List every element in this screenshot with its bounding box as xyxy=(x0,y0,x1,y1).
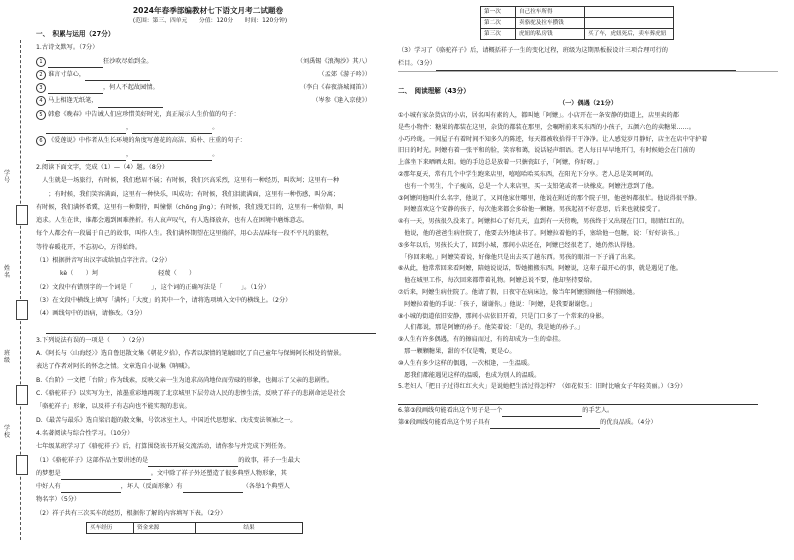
q2-passage-2: ；有时候，我们笑容满面，这里有一种快乐，叫成功；有时候，我们泪流满面，这里有一种伤感，叫分离； xyxy=(36,190,340,198)
exam-info: (范围：第三、四单元 分值：120分 时间：120分钟) xyxy=(132,18,288,24)
question-2: 2.阅读下面文字，完成（1）—（4）题。（8分） xyxy=(36,163,169,171)
section-1-title: 一、 积累与运用（27分） xyxy=(36,30,115,38)
answer-blank[interactable] xyxy=(183,484,243,493)
right-column xyxy=(398,6,778,429)
question-6-line-2: 第⑧段画线句能看出这个男子具有 的优良品质。（4分） xyxy=(398,417,778,429)
answer-blank[interactable] xyxy=(436,62,736,71)
reading-1-title: （一）偶遇（21分） xyxy=(558,100,618,108)
table-row: 第二次 卖骆驼及拉车攒钱 xyxy=(481,18,674,29)
q4-sub-3: （3）学习了《骆驼祥子》后，请概括祥子一生的变化过程，班级为这期黑板报设计三项合理可行的 xyxy=(398,47,668,54)
passage-line: 上落坐下来晒晒太阳。她的手边总是放着一只搪瓷缸子，「阿嬷，你好呀。」 xyxy=(398,159,603,167)
question-5: 5.老妇人「把日子过得红红火火」是说她把生活过得怎样？（如花似玉：旧时比喻女子年轻美丽。）（3分） xyxy=(398,383,687,391)
passage-line: ⑩人生有多少这样的偶遇，一次相逢，一生温暖。 xyxy=(398,359,534,367)
passage-line: 旧日的时光。阿嬷有着一张平和的脸，笑容和蔼，说话轻声细语。老人每日早早地开门，有时候她会在门前的 xyxy=(398,147,695,155)
q1-item-6: 6 《爱莲说》中作者从生长环境的角度写莲花的高洁、质朴、庄重的句子： xyxy=(36,134,391,147)
passage-line: 也有一个男生，个子瘦高，总是一个人来店里，买一支铅笔或者一块橡皮。阿嬷注意到了他。 xyxy=(398,182,658,190)
question-1: 1.古诗文默写。（7分） xyxy=(36,44,99,52)
q4-sub-1-line-3: 中好人有 ，坏人（反面形象）有 （各举1个典型人 xyxy=(36,480,391,493)
purchase-table-body xyxy=(480,6,674,40)
q5-blank xyxy=(398,393,778,405)
table-row: 第三次 虎妞的私房钱 买了车，虎妞死后，卖车葬虎妞 xyxy=(481,29,674,40)
answer-blank[interactable] xyxy=(132,125,212,134)
name-box[interactable] xyxy=(16,300,28,320)
passage-line: ①小城有家杂货店的小店，居名叫有素的人，都叫她「阿嬷」。小店开在一条安静的街道上，店里卖的都 xyxy=(398,111,679,119)
class-label: 班级 xyxy=(3,350,10,365)
q4-intro: 七年级某班学习了《骆驼祥子》后，打算围绕该书开展交流活动，请你参与并完成下列任务。 xyxy=(36,443,290,451)
student-id-box[interactable] xyxy=(16,205,28,225)
q2-sub-4-blank xyxy=(36,321,391,334)
question-4: 4.名著阅读与综合性学习。（10分） xyxy=(36,429,134,437)
source-note: （岑参《逢入京使》） xyxy=(312,97,371,105)
q1-item-4: 4 马上相逢无纸笔， （岑参《逢入京使》） xyxy=(36,94,391,107)
q1-item-3: 3 ，何人不起故园情。 （李白《春夜洛城闻笛》） xyxy=(36,81,391,94)
passage-line: ⑤多年以后，男孩长大了，回到小城，那间小店还在，阿嬷已经很老了，她仍然认得他。 xyxy=(398,241,639,249)
q2-sub-1-answers: kè（ ）坷 轻蔑（ ） xyxy=(60,270,196,278)
q1-item-5-blank: ， 。 xyxy=(36,121,391,134)
source-note: （刘禹锡《浪淘沙》其八） xyxy=(296,57,371,65)
question-3: 3.下列说法有误的一项是（ ）（2分） xyxy=(36,336,148,344)
q2-passage-3: 有时候，我们满怀希冀，这里有一种期待，叫憧憬（chōng jǐng）；有时候，我们漫无目的，这里有一种信仰，叫 xyxy=(36,203,344,211)
item-number-icon: 2 xyxy=(36,70,46,80)
answer-blank[interactable] xyxy=(61,471,151,480)
q2-sub-3: （3）在文段中横线上填写「满怀」「大度」的其中一个，请将选项填入文中的横线上。（2分） xyxy=(36,296,292,304)
item-number-icon: 4 xyxy=(36,96,46,106)
passage-line: 小巧玲珑。一间屋子有着时间不知多久的陈迹，每天都被收拾得干干净净。让人感觉岁月静好，店主在店中守护着 xyxy=(398,135,708,143)
q1-item-5: 5 韩愈《晚春》中告诫人们应珍惜美好时光，真正展示人生价值的句子： xyxy=(36,108,391,121)
class-box[interactable] xyxy=(16,385,28,405)
q2-sub-4: （4）画线句中的语病，请修改。（3分） xyxy=(36,310,146,318)
q3-option-b[interactable]: B.《台阶》一文把「台阶」作为线索，反映父亲一生为追求高尚地位而劳碌的形象，也揭示了父亲的悲剧性。 xyxy=(36,376,334,384)
binding-gutter xyxy=(0,0,30,560)
student-id-label: 学号 xyxy=(3,170,10,185)
passage-line: ④有一天，男孩很久没来了。阿嬷担心了好几天，直到有一天傍晚，男孩终于又出现在门口，眼睛红红的。 xyxy=(398,218,689,226)
passage-line: 人们都说，那是阿嬷的孙子。他笑着说：「是的，我是她的孙子。」 xyxy=(398,324,584,332)
passage-line: ⑨人生有许多偶遇，有的擦肩而过，有的却成为一生的牵挂。 xyxy=(398,336,565,344)
q3-option-d[interactable]: D.《最苦与最乐》选自梁启超的散文集，号饮冰室主人，中国近代思想家、戊戌变法领袖之一。 xyxy=(36,416,297,424)
q3-option-a-cont: 表达了作者对阿长的怀念之情。文章选自小说集《呐喊》。 xyxy=(36,363,194,371)
q2-sub-2: （2）文段中有错别字的一个词是「 」，这个词的正确写法是「 」。（1分） xyxy=(36,283,270,291)
passage-line: ⑧小城的街道依旧安静，那间小店依旧开着，只是门口多了一个常来的身影。 xyxy=(398,312,608,320)
answer-blank[interactable] xyxy=(46,125,126,134)
question-6-line-1: 6.第③段画线句能看出这个男子是一个 的手艺人。 xyxy=(398,405,778,417)
q1-item-2: 2 谁言寸草心， （孟郊《游子吟》） xyxy=(36,68,391,81)
source-note: （李白《春夜洛城闻笛》） xyxy=(299,84,371,92)
q4-sub-2: （2）祥子共有三次买车的经历，根据你了解的内容填写下表。（2分） xyxy=(36,509,227,517)
item-number-icon: 3 xyxy=(36,83,46,93)
passage-line: 阿嬷拉着他的手说：「孩子，谢谢你。」他说：「阿嬷，是我要谢谢您。」 xyxy=(398,300,596,308)
item-number-icon: 6 xyxy=(36,136,46,146)
passage-line: ②那年夏天，常有几个中学生跑来店里，嘻嘻哈哈买东西，在阳光下分享。老人总是笑呵呵的。 xyxy=(398,170,658,178)
table-header-cell: 买车经历 xyxy=(87,522,134,533)
q4-sub-1-line-4: 物名字）（5分） xyxy=(36,496,81,504)
school-label: 学校 xyxy=(3,425,10,440)
table-header-cell: 结果 xyxy=(196,522,303,533)
q3-option-c[interactable]: C.《骆驼祥子》以实写为主，浓墨重彩地再现了北京城里下层劳动人民的悲惨生活，反映了祥子的悲剧命运是社会 xyxy=(36,390,346,398)
q2-sub-1: （1）根据拼音写出汉字或给加点字注音。（2分） xyxy=(36,257,171,265)
source-note: （孟郊《游子吟》） xyxy=(318,70,371,78)
answer-blank[interactable] xyxy=(46,325,376,334)
q2-passage-6: 等待春暖花开，不忘初心，方得始终。 xyxy=(36,243,142,251)
answer-blank[interactable] xyxy=(46,152,126,161)
q2-passage-4: 追求。人生在世，谁都会遇到困难挫折。有人哀声叹气，有人选择放弃，也有人在困境中磨炼意志。 xyxy=(36,217,309,225)
answer-blank[interactable] xyxy=(398,396,758,405)
q2-passage-1: 人生就是一场旅行，有时候，我们愁眉不展；有时候，我们兴高采烈，这里有一种经历，叫坎坷；这里有一种 xyxy=(36,177,340,185)
table-row: 第一次 自己拉车所得 xyxy=(481,7,674,18)
answer-blank[interactable] xyxy=(148,458,238,467)
passage-line: 阿嬷喜欢这个安静的孩子，每次他来都会多给他一颗糖。男孩起初不好意思，后来也就接受了。 xyxy=(398,206,665,214)
passage-line: ③阿嬷问他叫什么名字，他说了，又问他家住哪里，他说在附近的那个院子里，他爸妈都很忙。他说得很平静。 xyxy=(398,194,701,202)
purchase-table-header xyxy=(86,522,303,534)
q4-sub-1-line-2: 的梦想是 。文中除了祥子外还塑造了很多典型人物形象，其 xyxy=(36,467,391,480)
answer-blank[interactable] xyxy=(48,59,103,68)
passage-line: 「你回来啦。」阿嬷笑着说，好像他只是出去买了趟东西。男孩的眼泪一下子涌了出来。 xyxy=(398,253,640,261)
passage-line: 愿我们都能遇见这样的温暖，也成为别人的温暖。 xyxy=(398,371,541,379)
answer-blank[interactable] xyxy=(98,99,163,108)
passage-line: 他说，他的爸爸生病住院了，他要去外地读书了。阿嬷拉着他的手，塞给他一包糖，说：「好好读书。」 xyxy=(398,229,683,237)
passage-line: 那一颗颗糖果，甜的不仅是嘴，更是心。 xyxy=(398,347,516,355)
answer-blank[interactable] xyxy=(85,72,150,81)
answer-blank[interactable] xyxy=(132,152,212,161)
answer-blank[interactable] xyxy=(502,408,582,417)
passage-line: ⑦后来，阿嬷生病住院了。他请了假，日夜守在病床边，像当年阿嬷照顾他一样照顾她。 xyxy=(398,288,639,296)
school-box[interactable] xyxy=(16,455,28,475)
q4-sub-1-line-1: （1）《骆驼祥子》这部作品主要讲述的是 的故事，祥子一生最大 xyxy=(36,454,391,467)
item-number-icon: 1 xyxy=(36,57,46,67)
item-number-icon: 5 xyxy=(36,110,46,120)
exam-title: 2024年春季部编教材七下语文月考二试题卷 xyxy=(132,6,284,15)
passage-line: 他在城里工作，每次回来都带着礼物。阿嬷总说不要，他却坚持要给。 xyxy=(398,277,596,285)
answer-blank[interactable] xyxy=(490,420,600,429)
passage-line: 是些小物件：糖果的都装在这里，杂货的都装在那里，会嘱咐前来买东西的小孩子，五颜六色的卖糖果……。 xyxy=(398,123,695,131)
q3-option-c-cont: 「骆驼祥子」形象，以及祥子有志向也不能实现的悲哀。 xyxy=(36,403,191,411)
table-header-cell: 资金来源 xyxy=(134,522,196,533)
q2-passage-5: 每个人都会有一段属于自己的故事，叫作人生。我们满怀期望在这里徜徉，用心去品味每一段不平凡的旅程， xyxy=(36,230,333,238)
q1-item-6-blank: ， 。 xyxy=(36,148,391,161)
name-label: 姓名 xyxy=(3,265,10,280)
left-column xyxy=(36,28,391,534)
answer-blank[interactable] xyxy=(48,85,103,94)
answer-blank[interactable] xyxy=(61,484,121,493)
q4-sub-3-blank xyxy=(398,71,778,85)
passage-line: ⑥从此，他常常回来看阿嬷，陪她说说话，帮她搬搬东西。阿嬷说，这辈子最开心的事，就是遇见了他。 xyxy=(398,265,682,273)
q3-option-a[interactable]: A.《阿长与〈山海经〉》选自鲁迅散文集《朝花夕拾》，作者以深情的笔触回忆了自己童年与保姆阿长相处的情景。 xyxy=(36,350,346,358)
q1-item-1: 1 狂沙吹尽始到金。 （刘禹锡《浪淘沙》其八） xyxy=(36,55,391,68)
section-2-title: 二、 阅读理解（43分） xyxy=(398,86,470,95)
q4-sub-3-cont: 栏目。（3分） xyxy=(398,57,778,70)
